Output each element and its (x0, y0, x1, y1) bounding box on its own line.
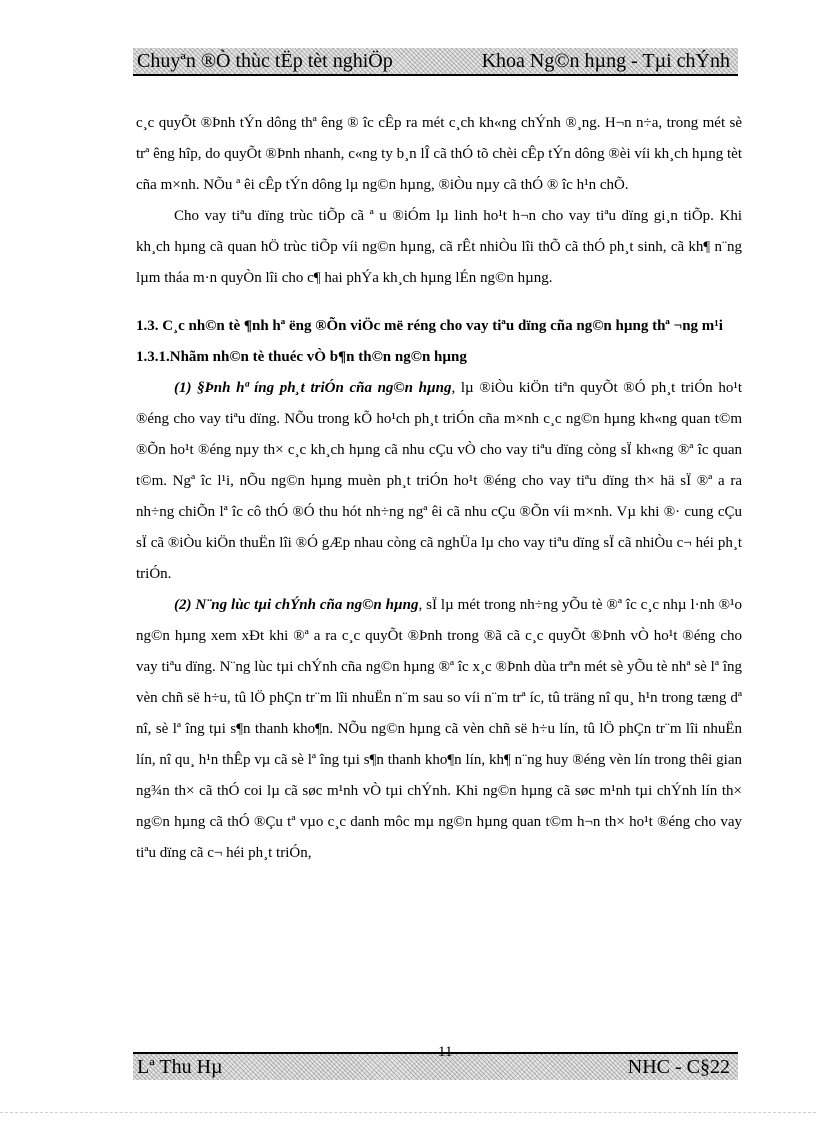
paragraph-text: , sÏ lµ mét trong nh÷ng yÕu tè ®ª îc c¸c nhµ l·nh ®¹o ng©n hµng xem xÐt khi ®ª a ra c¸c quyÕt ®Þnh trong ®ã cã c¸c quyÕt ®Þnh vÒ ho¹t ®éng cho vay tiªu dïng. N¨ng lùc tµi chÝnh cña ng©n hµng ®ª îc x¸c ®Þnh dùa trªn mét sè yÕu tè nhª sè lª îng vèn chñ së h÷u, tû lÖ phÇn tr¨m lîi nhuËn n¨m sau so víi n¨m trª íc, tû träng nî qu¸ h¹n trong tæng dª nî, sè lª îng tµi s¶n thanh kho¶n. NÕu ng©n hµng cã vèn chñ së h÷u lín, tû lÖ phÇn tr¨m lîi nhuËn lín, nî qu¸ h¹n thÊp vµ cã sè lª îng tµi s¶n thanh kho¶n lín, kh¶ n¨ng huy ®éng vèn lín trong thêi gian ng¾n th× cã thÓ coi lµ cã søc m¹nh vÒ tµi chÝnh. Khi ng©n hµng cã søc m¹nh tµi chÝnh lín th× ng©n hµng cã thÓ ®Çu tª vµo c¸c danh môc mµ ng©n hµng quan t©m h¬n th× ho¹t ®éng cho vay tiªu dïng cã c¬ héi ph¸t triÓn, (136, 597, 743, 861)
paragraph (136, 590, 742, 869)
paragraph: Cho vay tiªu dïng trùc tiÕp cã ª u ®iÓm lµ linh ho¹t h¬n cho vay tiªu dïng gi¸n tiÕp. Khi kh¸ch hµng cã quan hÖ trùc tiÕp víi ng©n hµng, cã rÊt nhiÒu lîi thÕ cã thÓ ph¸t sinh, cã kh¶ n¨ng lµm tháa m·n quyÒn lîi cho c¶ hai phÝa kh¸ch hµng lÉn ng©n hµng. (136, 208, 742, 286)
page-footer (133, 1052, 738, 1080)
paragraph (136, 373, 742, 590)
paragraph-lead: (1) §Þnh hª íng ph¸t triÓn cña ng©n hµng (174, 380, 452, 396)
page-number: 11 (438, 1044, 453, 1060)
page-header (133, 48, 738, 76)
page-body (136, 108, 742, 869)
header-topic: Chuyªn ®Ò thùc tËp tèt nghiÖp (137, 50, 393, 72)
page-edge-divider (0, 1112, 816, 1113)
footer-class: NHC - C§22 (627, 1056, 730, 1078)
paragraph-lead: (2) N¨ng lùc tµi chÝnh cña ng©n hµng (174, 597, 419, 613)
subsection-heading: 1.3.1.Nhãm nh©n tè thuéc vÒ b¶n th©n ng©n hµng (136, 349, 467, 365)
section-heading: 1.3. C¸c nh©n tè ¶nh hª ëng ®Õn viÖc më réng cho vay tiªu dïng cña ng©n hµng thª ¬ng m¹i (136, 318, 723, 334)
header-faculty: Khoa Ng©n hµng - Tµi chÝnh (481, 50, 730, 72)
footer-author: Lª Thu Hµ (137, 1056, 223, 1078)
paragraph-text: , lµ ®iÒu kiÖn tiªn quyÕt ®Ó ph¸t triÓn ho¹t ®éng cho vay tiªu dïng. NÕu trong kÕ ho¹ch ph¸t triÓn cña m×nh c¸c ng©n hµng kh«ng quan t©m ®Õn ho¹t ®éng nµy th× c¸c kh¸ch hµng cã nhu cÇu vÒ cho vay tiªu dïng còng sÏ kh«ng ®ª îc quan t©m. Ngª îc l¹i, nÕu ng©n hµng muèn ph¸t triÓn ho¹t ®éng cho vay tiªu dïng th× hä sÏ ®ª a ra nh÷ng chiÕn lª îc cô thÓ ®Ó thu hót nh÷ng ngª êi cã nhu cÇu ®Õn víi m×nh. Vµ khi ®· cung cÇu sÏ cã ®iÒu kiÖn thuËn lîi ®Ó gÆp nhau còng cã nghÜa lµ cho vay tiªu dïng sÏ cã nhiÒu c¬ héi ph¸t triÓn. (136, 380, 742, 582)
paragraph: c¸c quyÕt ®Þnh tÝn dông thª êng ® îc cÊp ra mét c¸ch kh«ng chÝnh ®¸ng. H¬n n÷a, trong mét sè trª êng hîp, do quyÕt ®Þnh nhanh, c«ng ty b¸n lÎ cã thÓ tõ chèi cÊp tÝn dông ®èi víi kh¸ch hµng tèt cña m×nh. NÕu ª êi cÊp tÝn dông lµ ng©n hµng, ®iÒu nµy cã thÓ ® îc h¹n chÕ. (136, 115, 742, 193)
